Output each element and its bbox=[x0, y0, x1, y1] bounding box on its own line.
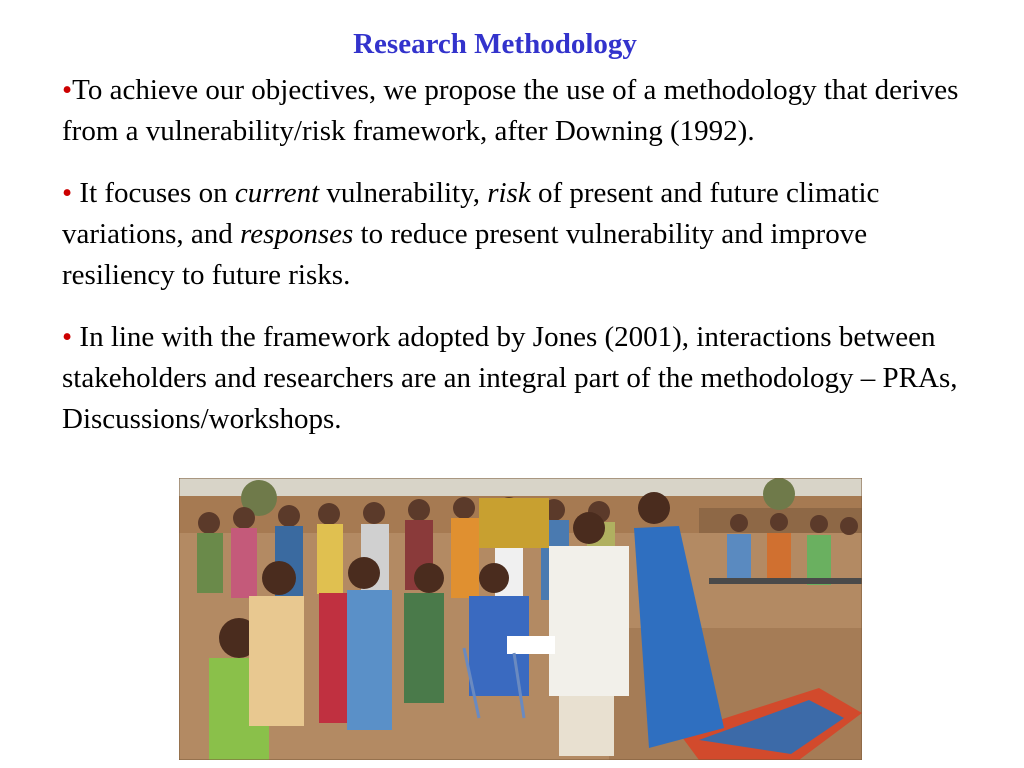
bullet-text bbox=[62, 177, 879, 291]
bullet-mark: • bbox=[62, 321, 73, 353]
emphasis-current: current bbox=[234, 177, 320, 209]
emphasis-risk: risk bbox=[487, 177, 531, 209]
bullet-text-segment: In line with the framework adopted by Jones (2001), interactions between stakeholders and researchers are an integral part of the methodology – PRAs, Discussions/workshops. bbox=[62, 321, 958, 435]
bullet-item bbox=[62, 173, 982, 296]
slide-title: Research Methodology bbox=[353, 28, 637, 60]
bullet-item bbox=[62, 317, 982, 440]
bullet-text-segment: vulnerability, bbox=[319, 177, 488, 209]
bullet-text-segment: It focuses on bbox=[72, 177, 235, 209]
emphasis-responses: responses bbox=[239, 218, 354, 250]
bullet-text-segment: To achieve our objectives, we propose the use of a methodology that derives from a vulnerability/risk framework, after Downing (1992). bbox=[62, 74, 959, 147]
bullet-text bbox=[62, 321, 958, 435]
photo-illustration bbox=[179, 478, 862, 760]
bullet-mark: • bbox=[62, 74, 73, 106]
bullet-list bbox=[62, 70, 982, 461]
field-discussion-photo bbox=[179, 478, 862, 760]
bullet-text-segment: to reduce present vulnerability and improve resiliency to future risks. bbox=[62, 218, 868, 291]
bullet-text-segment: of present and future climatic variations, and bbox=[62, 177, 880, 250]
bullet-text bbox=[62, 74, 958, 147]
bullet-mark: • bbox=[62, 177, 73, 209]
bullet-item bbox=[62, 70, 982, 152]
